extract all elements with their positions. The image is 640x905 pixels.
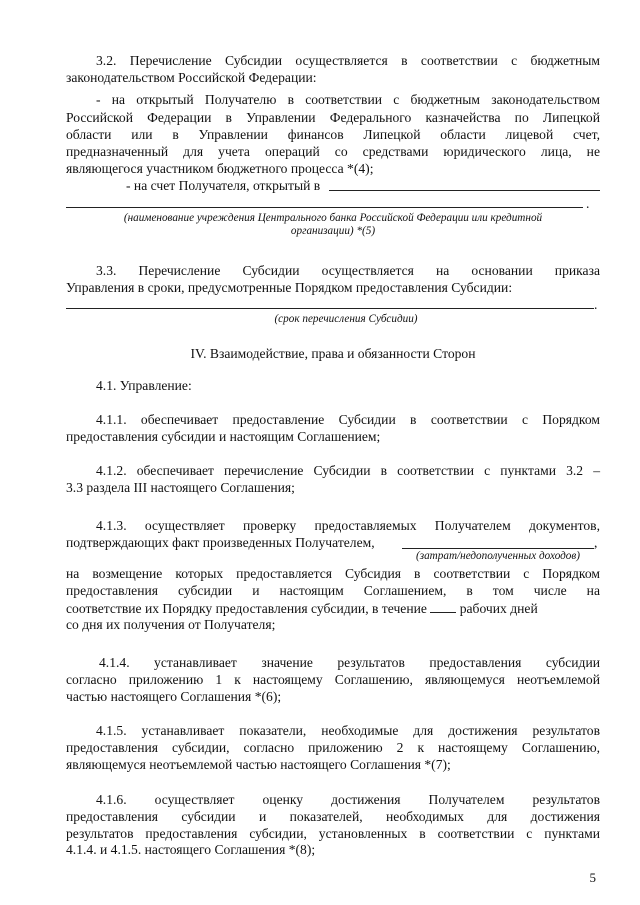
paragraph-3-2 [66,53,600,70]
text-line: 4.1.2. обеспечивает перечисление Субсидии в соответствии с пунктами 3.2 – [96,463,600,478]
bullet-2 [66,178,600,195]
document-page [66,0,600,905]
paragraph-4-1-5 [66,723,600,773]
text-line: 4.1.6. осуществляет оценку достижения Получателем результатов [96,792,600,807]
text-line: 3.3 раздела III настоящего Соглашения; [66,479,295,495]
comma: , [594,535,598,550]
text-line: согласно приложению 1 к настоящему Соглашению, являющемуся неотъемлемой [66,671,600,687]
bullet-1 [66,92,600,109]
text-line: 4.1.1. обеспечивает предоставление Субсидии в соответствии с Порядком [96,412,600,427]
text-line: предназначенный для учета операций со средствами юридического лица, не [66,144,600,159]
text-line: соответствие их Порядку предоставления субсидии, в течение [66,601,427,616]
caption-bank-name [66,212,600,238]
fill-in-line[interactable] [66,207,583,208]
caption-line: организации) *(5) [290,225,376,237]
section-heading: IV. Взаимодействие, права и обязанности Сторон [190,346,476,361]
paragraph-4-1-1 [66,412,600,446]
period: . [586,196,590,211]
text-line: являющемуся неотъемлемой частью настоящего Соглашения *(7); [66,756,451,772]
text-line: предоставления субсидии и настоящим Соглашением; [66,428,381,444]
paragraph-4-1: 4.1. Управление: [96,378,192,393]
text-line: подтверждающих факт произведенных Получателем, [66,535,375,550]
text-line: частью настоящего Соглашения *(6); [66,688,282,704]
days-blank[interactable] [430,600,456,613]
text-line: предоставления субсидии, согласно приложению 2 к настоящему Соглашению, [66,739,600,755]
text-line-with-days-blank [66,600,600,618]
paragraph-4-1-3 [66,518,600,535]
text-line: Российской Федерации в Управлении Федерального казначейства по Липецкой [66,110,600,125]
paragraph-4-1-6 [66,792,600,859]
text-line: 4.1.3. осуществляет проверку предоставляемых Получателем документов, [96,518,600,533]
text-line: со дня их получения от Получателя; [66,617,276,632]
text-line: - на открытый Получателю в соответствии с бюджетным законодательством [96,92,600,107]
paragraph-4-1-2 [66,463,600,497]
paragraph-4-1-3-cont [66,566,600,600]
fill-in-line[interactable] [402,548,594,549]
page-number: 5 [589,870,596,885]
text-line: законодательством Российской Федерации: [66,70,317,85]
period: . [594,297,598,312]
text-line: рабочих дней [459,601,538,616]
text-line: 4.1.4. устанавливает значение результатов предоставления субсидии [99,655,600,670]
text-line: предоставления субсидии и настоящим Соглашением, в том числе на [66,582,600,598]
text-line: 3.2. Перечисление Субсидии осуществляется в соответствии с бюджетным [96,53,600,68]
text-line: 4.1.4. и 4.1.5. настоящего Соглашения *(8); [66,842,316,858]
text-line: на возмещение которых предоставляется Субсидия в соответствии с Порядком [66,566,600,581]
text-line: области или в Управлении финансов Липецкой области лицевой счет, [66,127,600,142]
caption-line: (наименование учреждения Центрального банка Российской Федерации или кредитной [123,212,543,224]
caption-costs: (затрат/недополученных доходов) [416,550,580,562]
text-line: 4.1.5. устанавливает показатели, необходимые для достижения результатов [96,723,600,738]
text-line: 3.3. Перечисление Субсидии осуществляется на основании приказа [96,263,600,278]
text-line: - на счет Получателя, открытый в [126,178,321,193]
paragraph-3-3 [66,263,600,280]
text-line: Управления в сроки, предусмотренные Порядком предоставления Субсидии: [66,280,513,295]
fill-in-line[interactable] [329,190,600,191]
text-line: являющегося участником бюджетного процесса *(4); [66,161,374,176]
fill-in-line[interactable] [66,308,594,309]
text-line: предоставления субсидии и показателей, необходимых для достижения [66,808,600,824]
caption-term: (срок перечисления Субсидии) [274,313,418,325]
paragraph-4-1-4 [66,655,600,705]
text-line: результатов предоставления субсидии, установленных в соответствии с пунктами [66,825,600,841]
